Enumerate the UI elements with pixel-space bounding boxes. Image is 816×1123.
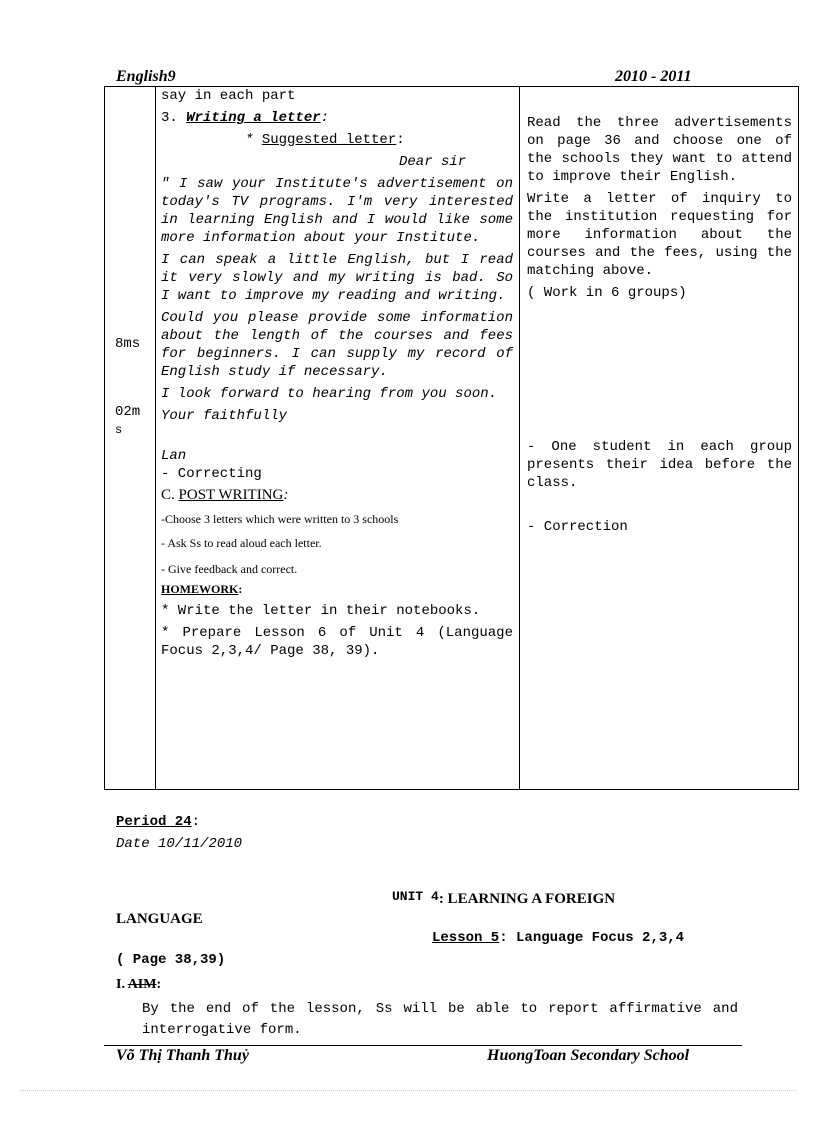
unit-title-text: : LEARNING A FOREIGN [438,891,616,907]
section-heading [161,109,513,127]
letter-paragraph: Could you please provide some information about the length of the courses and fees for beginners. I can supply my record of English study if necessary. [161,310,513,380]
text-line: - Give feedback and correct. [161,562,298,576]
homework-item: * Write the letter in their notebooks. [161,603,481,619]
text-line: say in each part [161,88,296,104]
aim-title: AIM [127,977,157,992]
page-break [20,1090,796,1091]
activity-text: Write a letter of inquiry to the institution requesting for more information about the courses and the fees, using the matching above. [527,191,792,279]
letter-closing: Your faithfully [161,408,288,424]
letter-paragraph: " I saw your Institute's advertisement on today's TV programs. I'm very interested in learning English and I would like some more information about your Institute. [161,176,513,246]
activity-text: - One student in each group presents their idea before the class. [527,439,792,491]
date-line: Date 10/11/2010 [116,836,243,852]
activity-text: - Correction [527,519,628,535]
subheading [161,131,513,149]
section-title: POST WRITING [178,487,284,503]
unit-title-cont: LANGUAGE [116,911,203,927]
year-header: 2010 - 2011 [615,68,692,85]
subheading-title: Suggested letter [261,132,397,148]
section-heading [161,486,513,504]
homework-item: * Prepare Lesson 6 of Unit 4 (Language Focus 2,3,4/ Page 38, 39). [161,625,513,659]
bullet: * [245,132,262,148]
student-activities [527,87,792,536]
lesson-line [432,929,684,947]
teacher-activities [161,87,513,660]
homework-title: HOMEWORK [161,582,239,596]
aim-number: I. [116,977,128,992]
homework-heading [161,580,513,598]
page-ref: ( Page 38,39) [116,952,226,968]
lesson-topic: : Language Focus 2,3,4 [499,930,685,946]
unit-title [392,888,615,908]
time-label: 8ms [115,336,141,352]
activity-text: Read the three advertisements on page 36 and choose one of the schools they want to attend to improve their English. [527,115,792,185]
text-line: - Correcting [161,466,262,482]
subject-header: English9 [116,68,176,85]
period-colon: : [191,814,201,830]
letter-paragraph: I can speak a little English, but I read it very slowly and my writing is bad. So I want to improve my reading and writing. [161,252,513,304]
section-number: C. [161,487,179,503]
section-number: 3. [161,110,187,126]
section-colon: : [283,487,289,503]
column-divider [519,87,520,789]
time-label: 02m [115,404,141,420]
aim-heading [116,977,161,993]
footer-divider [104,1045,742,1046]
lesson-label: Lesson 5 [432,930,500,946]
text-line: - Ask Ss to read aloud each letter. [161,536,322,550]
section-colon: : [320,110,330,126]
time-label: s [115,423,123,437]
homework-colon: : [238,582,243,596]
period-line [116,813,200,831]
section-title: Writing a letter [186,110,321,126]
text-line: -Choose 3 letters which were written to 3 schools [161,512,399,526]
lesson-table [104,86,799,790]
aim-colon: : [156,977,162,992]
footer-school: HuongToan Secondary School [487,1047,690,1064]
subheading-colon: : [396,132,405,148]
footer-author: Võ Thị Thanh Thuỷ [116,1047,249,1064]
letter-signature: Lan [161,448,187,464]
unit-number: UNIT 4 [392,889,439,904]
letter-salutation: Dear sir [399,154,467,170]
aim-text: By the end of the lesson, Ss will be able to report affirmative and interrogative form. [142,1001,738,1038]
letter-paragraph: I look forward to hearing from you soon. [161,386,498,402]
period-label: Period 24 [116,814,192,830]
activity-text: ( Work in 6 groups) [527,285,687,301]
column-divider [155,87,156,789]
